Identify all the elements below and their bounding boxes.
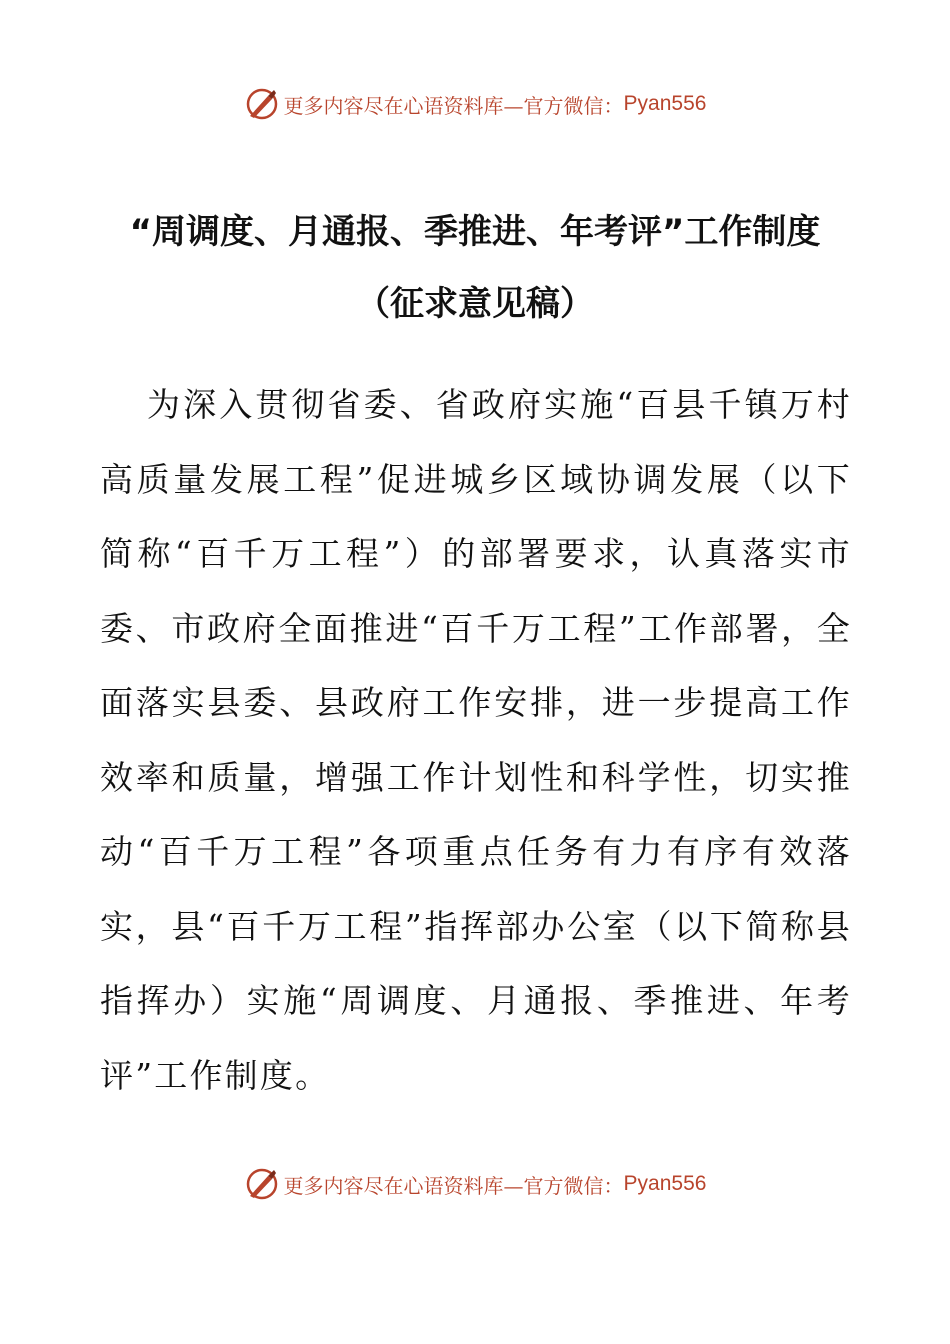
header-watermark [0,84,950,124]
document-title: “周调度、月通报、季推进、年考评”工作制度 [129,212,821,252]
watermark-text: 更多内容尽在心语资料库—官方微信： [283,93,624,118]
footer-watermark [0,1164,950,1204]
watermark-id: Pyan556 [623,1172,707,1195]
pen-logo-icon [244,1166,280,1202]
document-subtitle: （征求意见稿） [356,284,594,324]
body-paragraph: 为深入贯彻省委、省政府实施“百县千镇万村高质量发展工程”促进城乡区域协调发展（以下简称“百千万工程”）的部署要求，认真落实市委、市政府全面推进“百千万工程”工作部署，全面落实县委、县政府工作安排，进一步提高工作效率和质量，增强工作计划性和科学性，切实推动“百千万工程”各项重点任务有力有序有效落实，县“百千万工程”指挥部办公室（以下简称县指挥办）实施“周调度、月通报、季推进、年考评”工作制度。 [100,385,852,1095]
pen-logo-icon [244,86,280,122]
watermark-id: Pyan556 [623,92,707,115]
watermark-text: 更多内容尽在心语资料库—官方微信： [283,1173,624,1198]
